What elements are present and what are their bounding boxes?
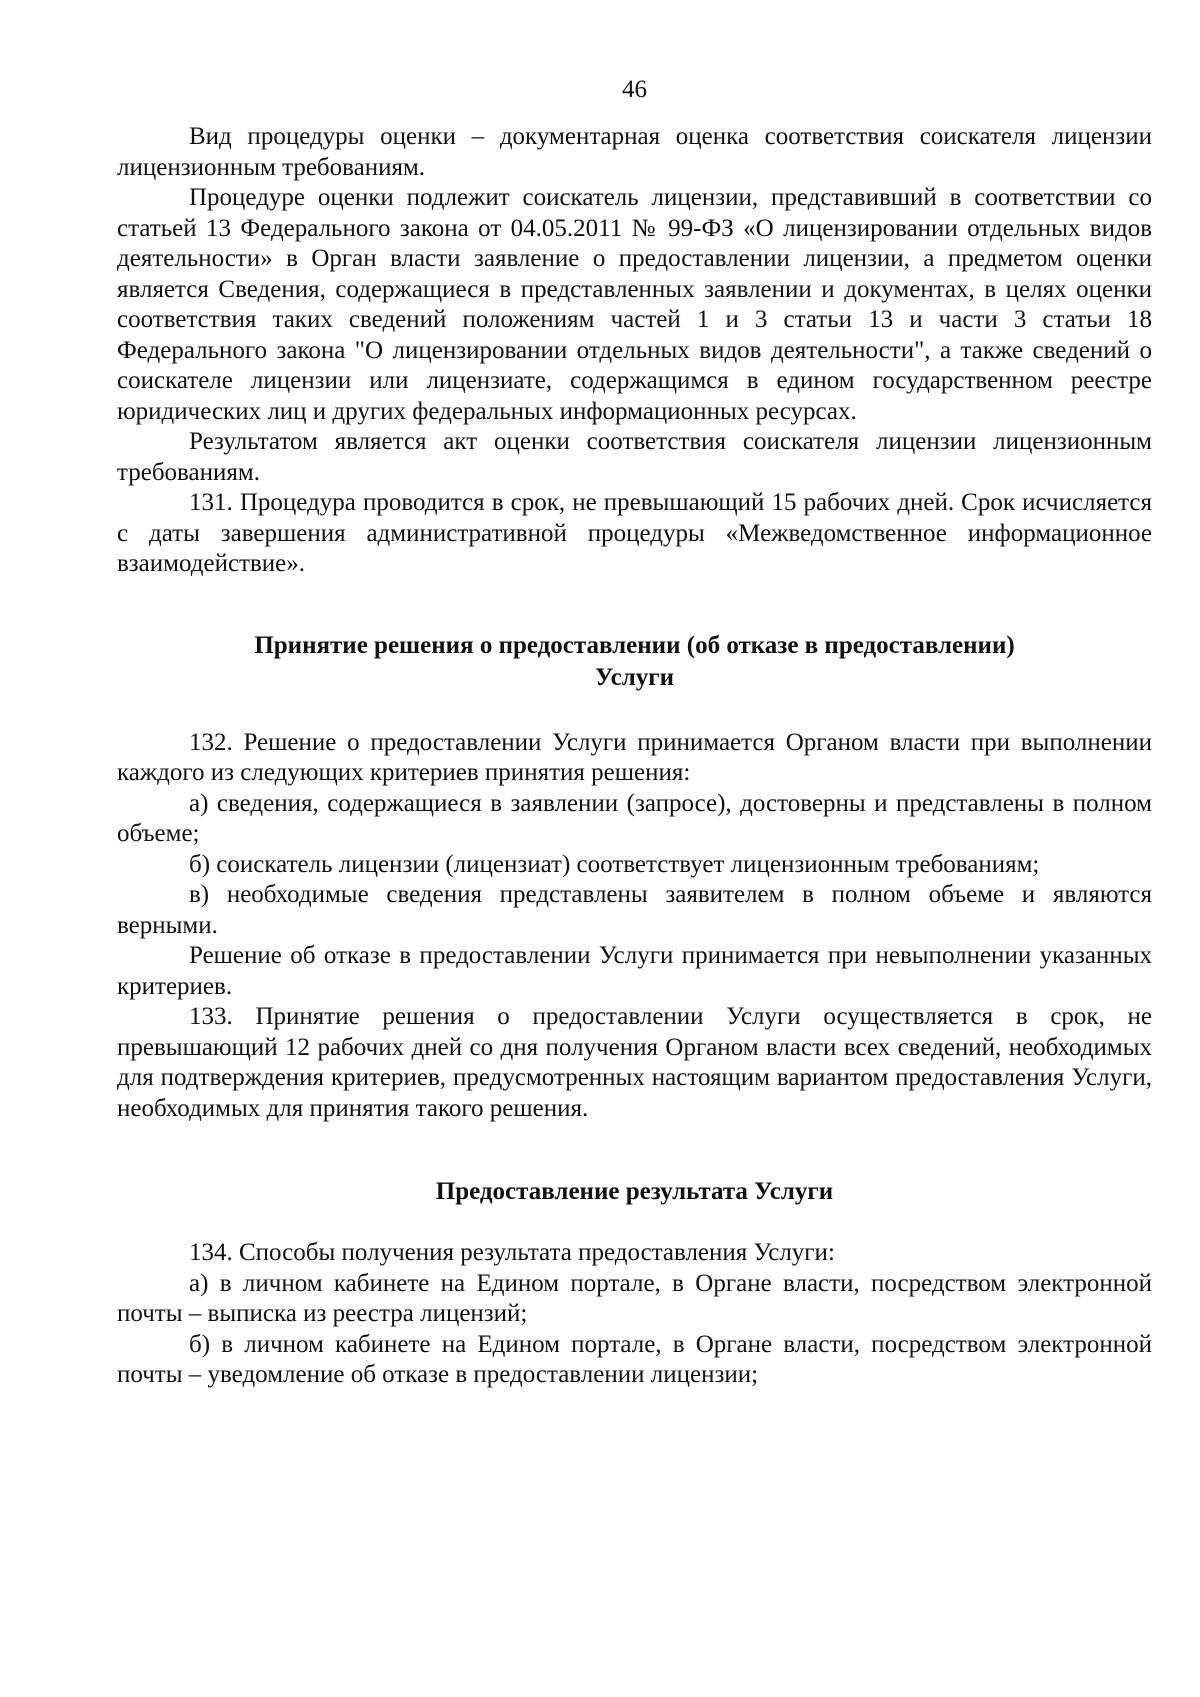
section-heading-result: [117, 1176, 1152, 1208]
paragraph-133: 133. Принятие решения о предоставлении Услуги осуществляется в срок, не превышающий 12 рабочих дней со дня получения Органом власти всех сведений, необходимых для подтверждения критериев, предусмотренных настоящим вариантом предоставления Услуги, необходимых для принятия такого решения.: [117, 1003, 1152, 1122]
section-heading-result-title: Предоставление результата Услуги: [435, 1178, 834, 1205]
paragraph-132: 132. Решение о предоставлении Услуги принимается Органом власти при выполнении каждого из следующих критериев принятия решения:: [117, 728, 1152, 786]
document-page: [117, 72, 1152, 1391]
section-heading-decision: [117, 630, 1152, 694]
page-number: 46: [622, 76, 647, 103]
section-heading-decision-line2: Услуги: [594, 663, 675, 691]
paragraph-134-b: б) в личном кабинете на Едином портале, в Органе власти, посредством электронной почты – уведомление об отказе в предоставлении лицензии;: [117, 1330, 1152, 1388]
paragraph-131: 131. Процедура проводится в срок, не превышающий 15 рабочих дней. Срок исчисляется с даты завершения административной процедуры «Межведомственное информационное взаимодействие».: [117, 489, 1152, 577]
paragraph-assessment-result: Результатом является акт оценки соответствия соискателя лицензии лицензионным требованиям.: [117, 428, 1152, 486]
paragraph-assessment-subject: Процедуре оценки подлежит соискатель лицензии, представивший в соответствии со статьей 13 Федерального закона от 04.05.2011 № 99-ФЗ «О лицензировании отдельных видов деятельности» в Орган власти заявление о предоставлении лицензии, а предметом оценки является Сведения, содержащиеся в представленных заявлении и документах, в целях оценки соответствия таких сведений положениям частей 1 и 3 статьи 13 и части 3 статьи 18 Федерального закона "О лицензировании отдельных видов деятельности", а также сведений о соискателе лицензии или лицензиате, содержащимся в едином государственном реестре юридических лиц и других федеральных информационных ресурсах.: [117, 184, 1152, 425]
paragraph-132-a: а) сведения, содержащиеся в заявлении (запросе), достоверны и представлены в полном объеме;: [117, 789, 1152, 847]
paragraph-134: 134. Способы получения результата предоставления Услуги:: [189, 1239, 835, 1266]
section-heading-decision-line1: Принятие решения о предоставлении (об отказе в предоставлении): [254, 631, 1015, 659]
section-decision: [117, 728, 1152, 1125]
section-result: [117, 1238, 1152, 1391]
paragraph-132-v: в) необходимые сведения представлены заявителем в полном объеме и являются верными.: [117, 881, 1152, 939]
section-intro: [117, 122, 1152, 580]
paragraph-134-a: а) в личном кабинете на Едином портале, в Органе власти, посредством электронной почты – выписка из реестра лицензий;: [117, 1269, 1152, 1327]
paragraph-refusal-criteria: Решение об отказе в предоставлении Услуги принимается при невыполнении указанных критериев.: [117, 942, 1152, 1000]
paragraph-assessment-type: Вид процедуры оценки – документарная оценка соответствия соискателя лицензии лицензионным требованиям.: [117, 123, 1152, 181]
paragraph-132-b: б) соискатель лицензии (лицензиат) соответствует лицензионным требованиям;: [189, 850, 1040, 878]
